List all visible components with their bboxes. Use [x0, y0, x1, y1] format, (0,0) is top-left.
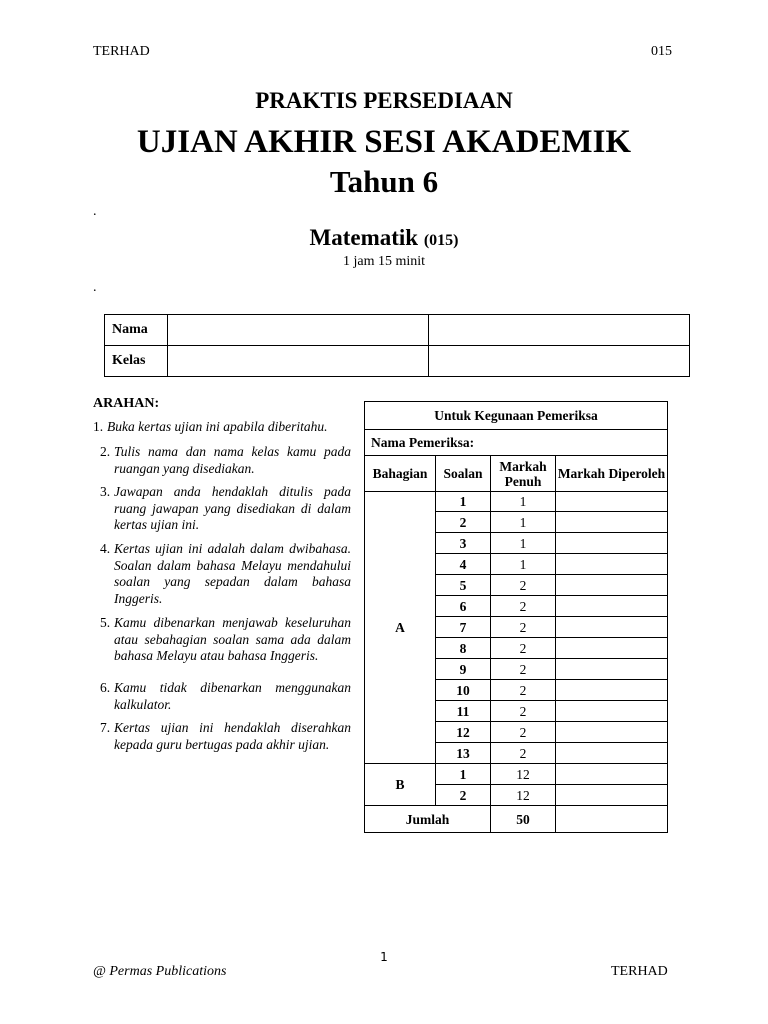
examiner-table [364, 401, 668, 833]
question-number: 3 [436, 533, 491, 554]
subject-name: Matematik [309, 225, 419, 250]
subject-duration: 1 jam 15 minit [342, 254, 426, 269]
question-number: 1 [436, 764, 491, 785]
col-header-section: Bahagian [365, 456, 436, 492]
full-marks: 12 [491, 764, 556, 785]
instruction-item [100, 680, 351, 714]
instructions-title: ARAHAN: [93, 396, 160, 411]
instruction-number: 2. [100, 444, 111, 459]
full-marks: 1 [491, 533, 556, 554]
question-number: 13 [436, 743, 491, 764]
col-header-full-marks: Markah Penuh [491, 456, 556, 492]
full-marks: 2 [491, 722, 556, 743]
class-field-extra[interactable] [429, 346, 690, 377]
marks-obtained-cell[interactable] [556, 722, 668, 743]
table-row [365, 492, 668, 512]
dot-mark: . [93, 280, 97, 295]
question-number: 9 [436, 659, 491, 680]
marks-obtained-cell[interactable] [556, 575, 668, 596]
total-marks-obtained-cell[interactable] [556, 806, 668, 833]
full-marks: 2 [491, 596, 556, 617]
footer-publisher: @ Permas Publications [93, 964, 227, 979]
instruction-text: Kamu tidak dibenarkan menggunakan kalkulator. [114, 680, 351, 712]
footer-classification: TERHAD [611, 964, 668, 979]
col-header-marks-obtained: Markah Diperoleh [556, 456, 668, 492]
full-marks: 2 [491, 680, 556, 701]
title-year: Tahun 6 [329, 164, 439, 199]
examiner-name-label: Nama Pemeriksa: [365, 430, 668, 456]
name-field[interactable] [168, 315, 429, 346]
question-number: 2 [436, 785, 491, 806]
subject-title [0, 225, 768, 251]
marks-obtained-cell[interactable] [556, 596, 668, 617]
question-number: 12 [436, 722, 491, 743]
total-full-marks: 50 [491, 806, 556, 833]
question-number: 4 [436, 554, 491, 575]
name-label: Nama [105, 315, 168, 346]
question-number: 8 [436, 638, 491, 659]
instruction-item [100, 444, 351, 478]
full-marks: 12 [491, 785, 556, 806]
subject-code: (015) [423, 232, 459, 249]
instruction-text: Jawapan anda hendaklah ditulis pada ruang jawapan yang disediakan di dalam kertas ujian ini. [114, 484, 351, 532]
instruction-item [100, 541, 351, 609]
question-number: 7 [436, 617, 491, 638]
marks-obtained-cell[interactable] [556, 743, 668, 764]
examiner-table-title: Untuk Kegunaan Pemeriksa [365, 402, 668, 430]
full-marks: 2 [491, 575, 556, 596]
col-header-question: Soalan [436, 456, 491, 492]
instruction-item [100, 720, 351, 754]
class-field[interactable] [168, 346, 429, 377]
question-number: 1 [436, 492, 491, 512]
title-praktis: PRAKTIS PERSEDIAAN [255, 88, 513, 113]
marks-obtained-cell[interactable] [556, 492, 668, 512]
instruction-number: 6. [100, 680, 111, 695]
instruction-text: Kertas ujian ini hendaklah diserahkan kepada guru bertugas pada akhir ujian. [114, 720, 351, 752]
instruction-item [100, 615, 351, 667]
question-number: 2 [436, 512, 491, 533]
instruction-number: 3. [100, 484, 111, 499]
full-marks: 2 [491, 743, 556, 764]
question-number: 11 [436, 701, 491, 722]
table-row [365, 764, 668, 785]
marks-obtained-cell[interactable] [556, 638, 668, 659]
instruction-text: Tulis nama dan nama kelas kamu pada ruangan yang disediakan. [114, 444, 351, 476]
instruction-item [100, 484, 351, 536]
total-row [365, 806, 668, 833]
marks-obtained-cell[interactable] [556, 617, 668, 638]
full-marks: 2 [491, 659, 556, 680]
marks-obtained-cell[interactable] [556, 554, 668, 575]
instruction-text: Buka kertas ujian ini apabila diberitahu. [107, 419, 328, 434]
header-code: 015 [651, 44, 672, 59]
instruction-item [93, 419, 351, 437]
dot-mark: . [93, 204, 97, 219]
section-b-label: B [365, 764, 436, 806]
question-number: 6 [436, 596, 491, 617]
question-number: 5 [436, 575, 491, 596]
marks-obtained-cell[interactable] [556, 659, 668, 680]
marks-obtained-cell[interactable] [556, 785, 668, 806]
instruction-text: Kamu dibenarkan menjawab keseluruhan atau sebahagian soalan sama ada dalam bahasa Melayu atau bahasa Inggeris. [114, 615, 351, 663]
full-marks: 2 [491, 638, 556, 659]
marks-obtained-cell[interactable] [556, 701, 668, 722]
full-marks: 2 [491, 701, 556, 722]
section-a-label: A [365, 492, 436, 764]
class-label: Kelas [105, 346, 168, 377]
marks-obtained-cell[interactable] [556, 764, 668, 785]
instruction-text: Kertas ujian ini adalah dalam dwibahasa. Soalan dalam bahasa Melayu mendahului soalan yang sepadan dalam bahasa Inggeris. [114, 541, 351, 606]
full-marks: 1 [491, 554, 556, 575]
page-number: 1 [380, 950, 388, 964]
instruction-number: 7. [100, 720, 111, 735]
student-info-table [104, 314, 690, 377]
full-marks: 1 [491, 512, 556, 533]
header-classification: TERHAD [93, 44, 150, 59]
marks-obtained-cell[interactable] [556, 512, 668, 533]
marks-obtained-cell[interactable] [556, 680, 668, 701]
total-label: Jumlah [365, 806, 491, 833]
instruction-number: 1. [93, 419, 104, 434]
full-marks: 1 [491, 492, 556, 512]
instruction-number: 4. [100, 541, 111, 556]
title-exam: UJIAN AKHIR SESI AKADEMIK [136, 124, 632, 160]
question-number: 10 [436, 680, 491, 701]
name-field-extra[interactable] [429, 315, 690, 346]
marks-obtained-cell[interactable] [556, 533, 668, 554]
full-marks: 2 [491, 617, 556, 638]
instruction-number: 5. [100, 615, 111, 630]
